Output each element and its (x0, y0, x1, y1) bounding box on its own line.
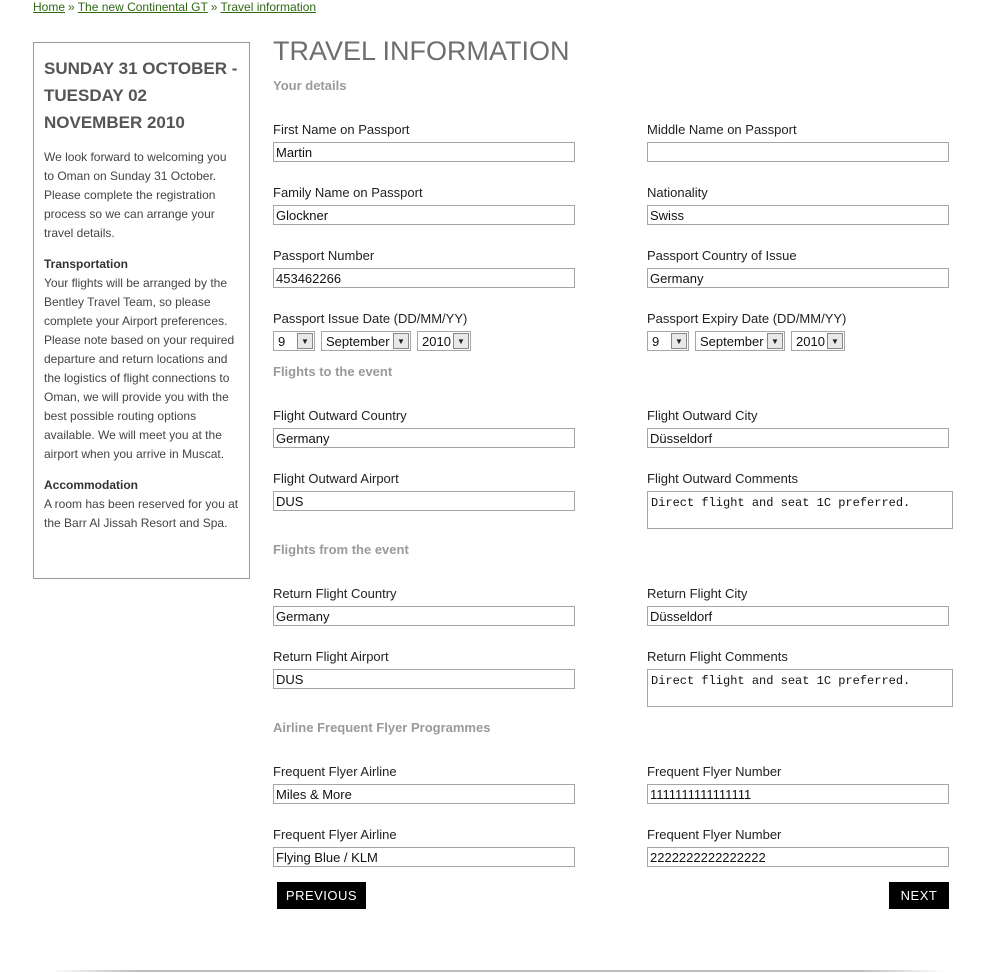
passport-number-input[interactable] (273, 268, 575, 288)
return-country-label: Return Flight Country (273, 586, 397, 601)
event-info-sidebar (33, 42, 250, 579)
ff-airline-2-input[interactable] (273, 847, 575, 867)
middle-name-input[interactable] (647, 142, 949, 162)
chevron-down-icon[interactable]: ▼ (671, 333, 687, 349)
expiry-month-select[interactable] (695, 331, 785, 351)
next-button[interactable]: NEXT (889, 882, 949, 909)
ff-airline-1-field (273, 764, 579, 804)
return-comments-field (647, 649, 953, 707)
return-country-input[interactable] (273, 606, 575, 626)
return-country-field (273, 586, 579, 626)
return-city-label: Return Flight City (647, 586, 748, 601)
first-name-input[interactable] (273, 142, 575, 162)
section-flights-from-event: Flights from the event (273, 542, 409, 557)
chevron-down-icon[interactable]: ▼ (827, 333, 843, 349)
return-airport-label: Return Flight Airport (273, 649, 389, 664)
issue-date-field (273, 311, 579, 351)
return-airport-field (273, 649, 579, 689)
chevron-down-icon[interactable]: ▼ (453, 333, 469, 349)
transport-block (44, 255, 239, 464)
section-frequent-flyer: Airline Frequent Flyer Programmes (273, 720, 491, 735)
return-comments-label: Return Flight Comments (647, 649, 788, 664)
issue-day-value: 9 (278, 333, 286, 349)
expiry-date-label: Passport Expiry Date (DD/MM/YY) (647, 311, 847, 326)
outward-comments-label: Flight Outward Comments (647, 471, 798, 486)
outward-country-label: Flight Outward Country (273, 408, 407, 423)
issue-day-select[interactable] (273, 331, 315, 351)
ff-airline-2-label: Frequent Flyer Airline (273, 827, 397, 842)
expiry-date-field (647, 311, 953, 351)
footer-divider (50, 970, 944, 972)
expiry-day-select[interactable] (647, 331, 689, 351)
outward-comments-field (647, 471, 953, 529)
chevron-down-icon[interactable]: ▼ (767, 333, 783, 349)
expiry-year-value: 2010 (796, 333, 825, 349)
ff-airline-2-field (273, 827, 579, 867)
return-airport-input[interactable] (273, 669, 575, 689)
outward-airport-input[interactable] (273, 491, 575, 511)
transport-text: Your flights will be arranged by the Bentley Travel Team, so please complete your Airport preferences. Please note based on your required departure and return locations and the logistics of flight connections to Oman, we will provide you with the best possible routing options available. We will meet you at the airport when you arrive in Muscat. (44, 276, 235, 461)
breadcrumb-home-link[interactable]: Home (33, 0, 66, 14)
ff-number-2-label: Frequent Flyer Number (647, 827, 782, 842)
return-city-input[interactable] (647, 606, 949, 626)
breadcrumb-separator: » (210, 0, 218, 14)
intro-text: We look forward to welcoming you to Oman on Sunday 31 October. Please complete the registration process so we can arrange your travel details. (44, 150, 227, 240)
breadcrumb-current-link[interactable]: Travel information (220, 0, 317, 14)
outward-city-label: Flight Outward City (647, 408, 758, 423)
outward-city-input[interactable] (647, 428, 949, 448)
outward-country-input[interactable] (273, 428, 575, 448)
transport-title: Transportation (44, 257, 129, 271)
issue-date-selects (273, 331, 579, 351)
ff-airline-1-label: Frequent Flyer Airline (273, 764, 397, 779)
outward-city-field (647, 408, 953, 448)
page-title: TRAVEL INFORMATION (273, 36, 570, 66)
middle-name-field (647, 122, 953, 162)
expiry-month-value: September (700, 333, 764, 349)
outward-comments-textarea[interactable] (647, 491, 953, 529)
ff-number-2-field (647, 827, 953, 867)
passport-country-label: Passport Country of Issue (647, 248, 797, 263)
nationality-field (647, 185, 953, 225)
return-city-field (647, 586, 953, 626)
issue-month-value: September (326, 333, 390, 349)
family-name-label: Family Name on Passport (273, 185, 423, 200)
expiry-date-selects (647, 331, 953, 351)
issue-date-label: Passport Issue Date (DD/MM/YY) (273, 311, 468, 326)
ff-number-2-input[interactable] (647, 847, 949, 867)
passport-number-field (273, 248, 579, 288)
accommodation-text: A room has been reserved for you at the Barr Al Jissah Resort and Spa. (44, 497, 239, 530)
family-name-field (273, 185, 579, 225)
nationality-input[interactable] (647, 205, 949, 225)
passport-country-field (647, 248, 953, 288)
family-name-input[interactable] (273, 205, 575, 225)
breadcrumb-separator: » (68, 0, 75, 14)
passport-country-input[interactable] (647, 268, 949, 288)
issue-year-select[interactable] (417, 331, 471, 351)
ff-number-1-field (647, 764, 953, 804)
issue-month-select[interactable] (321, 331, 411, 351)
expiry-year-select[interactable] (791, 331, 845, 351)
passport-number-label: Passport Number (273, 248, 375, 263)
first-name-field (273, 122, 579, 162)
accommodation-title: Accommodation (44, 478, 139, 492)
outward-airport-label: Flight Outward Airport (273, 471, 399, 486)
breadcrumb-event-link[interactable]: The new Continental GT (77, 0, 208, 14)
section-your-details: Your details (273, 78, 347, 93)
chevron-down-icon[interactable]: ▼ (393, 333, 409, 349)
section-flights-to-event: Flights to the event (273, 364, 393, 379)
ff-airline-1-input[interactable] (273, 784, 575, 804)
previous-button[interactable]: PREVIOUS (277, 882, 366, 909)
ff-number-1-input[interactable] (647, 784, 949, 804)
accommodation-block (44, 476, 239, 533)
first-name-label: First Name on Passport (273, 122, 410, 137)
chevron-down-icon[interactable]: ▼ (297, 333, 313, 349)
event-date-heading: SUNDAY 31 OCTOBER - TUESDAY 02 NOVEMBER 2010 (44, 59, 238, 132)
middle-name-label: Middle Name on Passport (647, 122, 797, 137)
expiry-day-value: 9 (652, 333, 660, 349)
ff-number-1-label: Frequent Flyer Number (647, 764, 782, 779)
outward-country-field (273, 408, 579, 448)
nationality-label: Nationality (647, 185, 708, 200)
return-comments-textarea[interactable] (647, 669, 953, 707)
breadcrumb (33, 0, 316, 14)
issue-year-value: 2010 (422, 333, 451, 349)
outward-airport-field (273, 471, 579, 511)
